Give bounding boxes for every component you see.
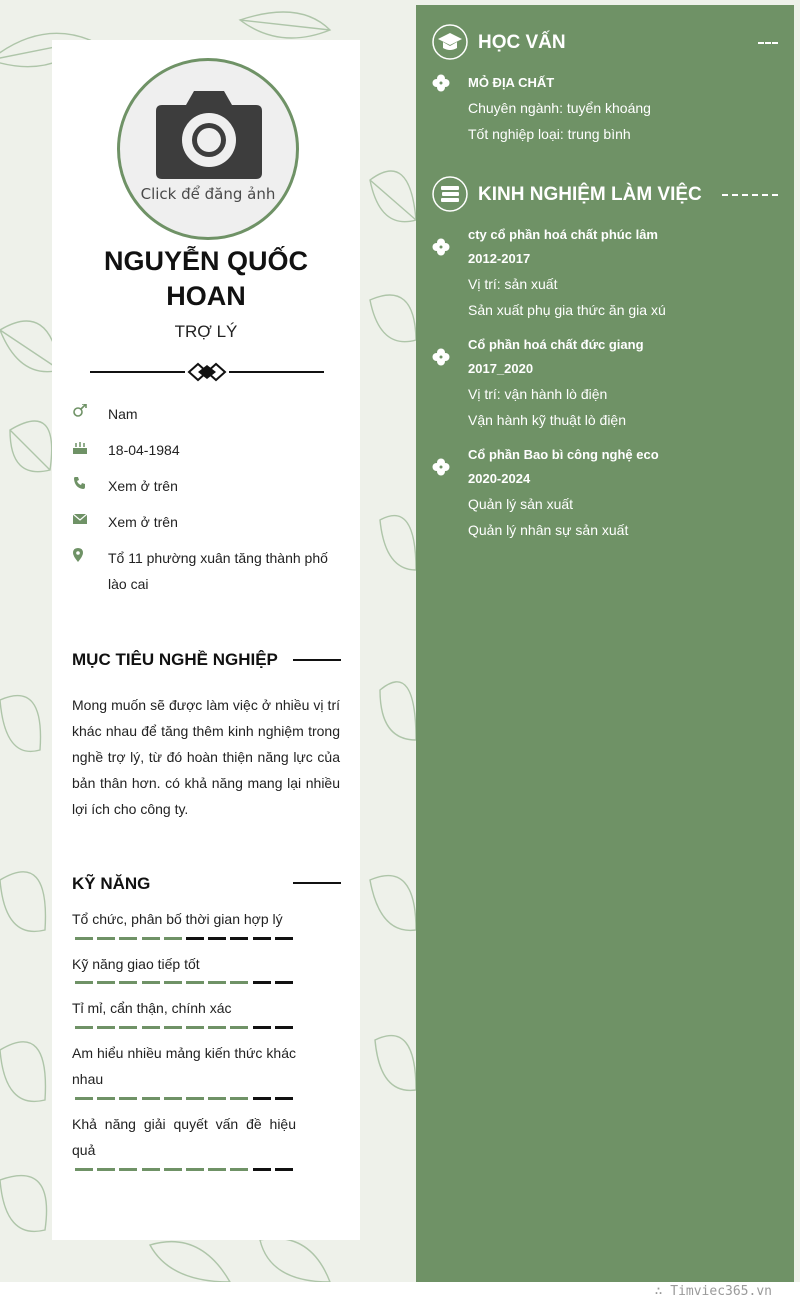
skill-level-segment bbox=[142, 937, 160, 940]
birthday-cake-icon bbox=[72, 440, 88, 454]
skill-level-segment bbox=[275, 1168, 293, 1171]
site-watermark: ∴ Timviec365.vn bbox=[654, 1284, 772, 1299]
contact-gender-value: Nam bbox=[108, 406, 138, 422]
experience-period: 2012-2017 bbox=[468, 251, 531, 266]
skills-title: KỸ NĂNG bbox=[72, 874, 151, 893]
experience-position: Vị trí: vận hành lò điện bbox=[468, 386, 608, 402]
experience-period: 2020-2024 bbox=[468, 471, 531, 486]
skill-level-segment bbox=[230, 1026, 248, 1029]
skill-level-segment bbox=[230, 981, 248, 984]
skill-level-segment bbox=[142, 1168, 160, 1171]
skill-level-segment bbox=[164, 1026, 182, 1029]
name-divider bbox=[90, 362, 324, 382]
contact-email bbox=[72, 509, 342, 535]
experience-description: Sản xuất phụ gia thức ăn gia xú bbox=[468, 302, 666, 318]
experience-description: Quản lý nhân sự sản xuất bbox=[468, 522, 629, 538]
skill-level-segment bbox=[75, 937, 93, 940]
skill-level-segment bbox=[164, 937, 182, 940]
contact-address-value: Tổ 11 phường xuân tăng thành phố lào cai bbox=[108, 550, 328, 592]
candidate-name: NGUYỄN QUỐC HOAN bbox=[103, 246, 309, 311]
avatar-upload[interactable] bbox=[117, 58, 299, 240]
skill-level-segment bbox=[164, 981, 182, 984]
skill-level-segment bbox=[119, 1026, 137, 1029]
skill-level-segment bbox=[230, 1168, 248, 1171]
skill-level-segment bbox=[119, 981, 137, 984]
skills-title-rule bbox=[293, 882, 341, 884]
skill-level-segment bbox=[275, 937, 293, 940]
skill-level-segment bbox=[75, 1168, 93, 1171]
flower-bullet-icon bbox=[432, 238, 450, 256]
skill-level-segment bbox=[275, 981, 293, 984]
flower-bullet-icon bbox=[432, 348, 450, 366]
skill-level-segment bbox=[186, 1168, 204, 1171]
skill-level-segment bbox=[186, 1026, 204, 1029]
contact-birthday-value: 18-04-1984 bbox=[108, 442, 180, 458]
skill-level-segment bbox=[75, 1026, 93, 1029]
skill-level-segment bbox=[253, 1097, 271, 1100]
skill-level-bar bbox=[75, 1026, 297, 1030]
experience-period: 2017_2020 bbox=[468, 361, 534, 376]
skill-level-segment bbox=[275, 1026, 293, 1029]
skill-level-segment bbox=[119, 937, 137, 940]
education-grade: Tốt nghiệp loại: trung bình bbox=[468, 126, 631, 142]
experience-position: Vị trí: sản xuất bbox=[468, 276, 558, 292]
flower-bullet-icon bbox=[432, 458, 450, 476]
skill-level-bar bbox=[75, 1097, 297, 1101]
skill-level-bar bbox=[75, 1168, 297, 1172]
contact-phone bbox=[72, 473, 342, 499]
skill-level-segment bbox=[186, 981, 204, 984]
skill-level-segment bbox=[75, 1097, 93, 1100]
contact-phone-value: Xem ở trên bbox=[108, 478, 178, 494]
education-major: Chuyên ngành: tuyển khoáng bbox=[468, 100, 651, 116]
experience-title: KINH NGHIỆM LÀM VIỆC bbox=[478, 184, 702, 205]
skill-level-segment bbox=[230, 937, 248, 940]
gender-icon bbox=[72, 404, 88, 418]
skill-level-segment bbox=[208, 981, 226, 984]
skill-level-segment bbox=[186, 937, 204, 940]
skill-level-segment bbox=[208, 937, 226, 940]
skill-level-segment bbox=[142, 981, 160, 984]
skill-level-bar bbox=[75, 981, 297, 985]
objective-title: MỤC TIÊU NGHỀ NGHIỆP bbox=[72, 650, 278, 669]
experience-title-dash bbox=[722, 194, 778, 196]
skill-level-segment bbox=[119, 1168, 137, 1171]
skill-name: Kỹ năng giao tiếp tốt bbox=[72, 956, 200, 972]
skill-level-segment bbox=[75, 981, 93, 984]
skill-level-segment bbox=[230, 1097, 248, 1100]
email-icon bbox=[72, 512, 88, 526]
graduation-cap-icon bbox=[432, 24, 468, 60]
phone-icon bbox=[72, 476, 88, 490]
skill-level-segment bbox=[97, 937, 115, 940]
experience-description: Vận hành kỹ thuật lò điện bbox=[468, 412, 627, 428]
skill-level-segment bbox=[253, 937, 271, 940]
books-icon bbox=[432, 176, 468, 212]
experience-position: Quản lý sản xuất bbox=[468, 496, 574, 512]
experience-company: Cổ phần Bao bì công nghệ eco bbox=[468, 447, 659, 462]
skill-name: Tỉ mỉ, cẩn thận, chính xác bbox=[72, 1000, 232, 1016]
camera-icon bbox=[156, 87, 262, 179]
skill-level-segment bbox=[164, 1097, 182, 1100]
skill-level-segment bbox=[253, 1168, 271, 1171]
skill-level-bar bbox=[75, 937, 297, 941]
experience-company: Cổ phần hoá chất đức giang bbox=[468, 337, 644, 352]
education-school: MỎ ĐỊA CHẤT bbox=[468, 75, 555, 90]
skill-level-segment bbox=[97, 1097, 115, 1100]
skill-name: Khả năng giải quyết vấn đề hiệu quả bbox=[72, 1116, 296, 1158]
flower-bullet-icon bbox=[432, 74, 450, 92]
objective-title-rule bbox=[293, 659, 341, 661]
skill-level-segment bbox=[97, 1168, 115, 1171]
skill-level-segment bbox=[208, 1097, 226, 1100]
objective-text: Mong muốn sẽ được làm việc ở nhiều vị trí khác nhau để tăng thêm kinh nghiệm trong nghề trợ lý, từ đó hoàn thiện năng lực của bản thân hơn. có khả năng mang lại nhiều lợi ích cho công ty. bbox=[72, 697, 340, 817]
avatar-caption: Click để đăng ảnh bbox=[140, 185, 276, 203]
skill-name: Am hiểu nhiều mảng kiến thức khác nhau bbox=[72, 1045, 296, 1087]
skill-level-segment bbox=[142, 1097, 160, 1100]
skill-level-segment bbox=[208, 1168, 226, 1171]
skill-level-segment bbox=[208, 1026, 226, 1029]
skill-level-segment bbox=[253, 1026, 271, 1029]
skill-level-segment bbox=[142, 1026, 160, 1029]
skill-level-segment bbox=[186, 1097, 204, 1100]
skill-level-segment bbox=[253, 981, 271, 984]
education-title: HỌC VẤN bbox=[478, 32, 566, 53]
education-title-dash bbox=[758, 42, 778, 44]
contact-email-value: Xem ở trên bbox=[108, 514, 178, 530]
location-pin-icon bbox=[72, 548, 88, 562]
skill-level-segment bbox=[119, 1097, 137, 1100]
experience-company: cty cổ phần hoá chất phúc lâm bbox=[468, 227, 658, 242]
contact-gender bbox=[72, 401, 342, 427]
skill-level-segment bbox=[97, 981, 115, 984]
skill-level-segment bbox=[275, 1097, 293, 1100]
skill-level-segment bbox=[164, 1168, 182, 1171]
skill-level-segment bbox=[97, 1026, 115, 1029]
candidate-role: TRỢ LÝ bbox=[174, 322, 238, 341]
contact-address bbox=[72, 545, 342, 597]
skill-name: Tổ chức, phân bố thời gian hợp lý bbox=[72, 911, 283, 927]
contact-birthday bbox=[72, 437, 342, 463]
